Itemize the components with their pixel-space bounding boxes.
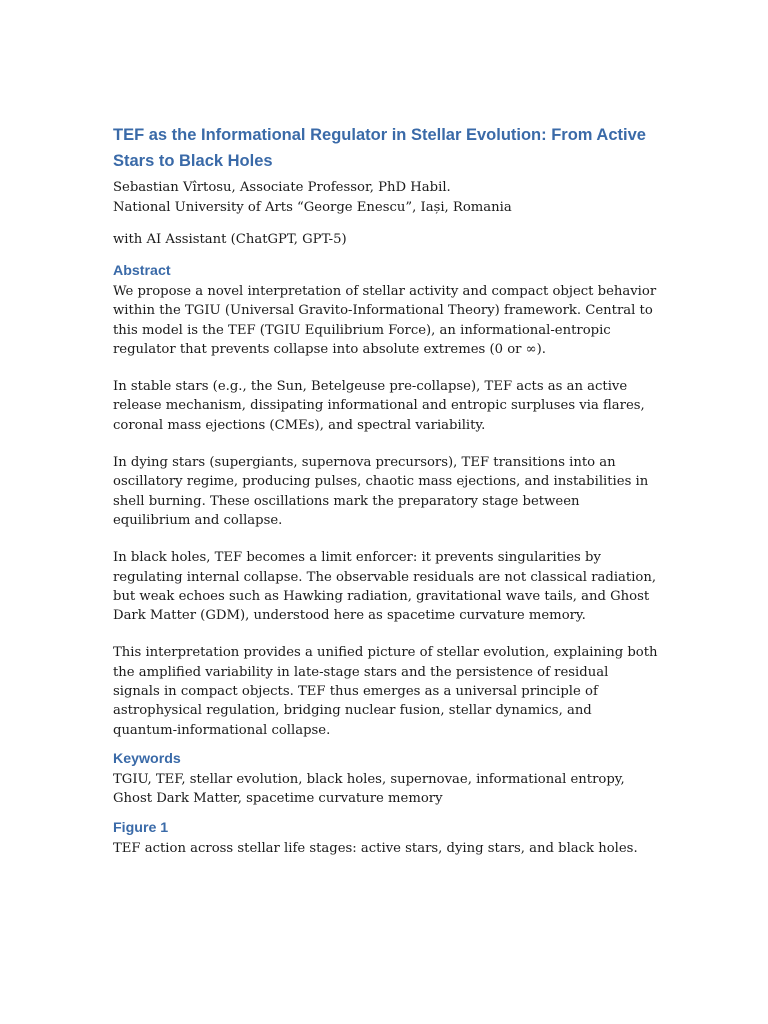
- abstract-section: [113, 262, 658, 740]
- figure-caption: TEF action across stellar life stages: active stars, dying stars, and black holes.: [113, 840, 638, 856]
- keywords-text: TGIU, TEF, stellar evolution, black holes, supernovae, informational entropy, Ghost Dark Matter, spacetime curvature memory: [113, 771, 625, 807]
- author-line: Sebastian Vîrtosu, Associate Professor, PhD Habil.: [113, 180, 451, 195]
- keywords-section: [113, 750, 658, 809]
- abstract-paragraph-1: We propose a novel interpretation of stellar activity and compact object behavior within the TGIU (Universal Gravito-Informational Theory) framework. Central to this model is the TEF (TGIU Equilibrium Force), an informational-entropic regulator that prevents collapse into absolute extremes (0 or ∞).: [113, 284, 657, 357]
- abstract-paragraph-5: This interpretation provides a unified picture of stellar evolution, explaining both the amplified variability in late-stage stars and the persistence of residual signals in compact objects. TEF thus emerges as a universal principle of astrophysical regulation, bridging nuclear fusion, stellar dynamics, and quantum-informational collapse.: [113, 645, 658, 738]
- abstract-paragraph-2: In stable stars (e.g., the Sun, Betelgeuse pre-collapse), TEF acts as an active release mechanism, dissipating informational and entropic surpluses via flares, coronal mass ejections (CMEs), and spectral variability.: [113, 379, 645, 433]
- abstract-heading: Abstract: [113, 263, 171, 279]
- figure-heading: Figure 1: [113, 819, 169, 836]
- paper-page: [113, 122, 658, 868]
- paper-title: TEF as the Informational Regulator in Stellar Evolution: From Active Stars to Black Holes: [113, 126, 646, 170]
- abstract-paragraph-4: In black holes, TEF becomes a limit enforcer: it prevents singularities by regulating internal collapse. The observable residuals are not classical radiation, but weak echoes such as Hawking radiation, gravitational wave tails, and Ghost Dark Matter (GDM), understood here as spacetime curvature memory.: [113, 550, 657, 624]
- assistant-credit: with AI Assistant (ChatGPT, GPT-5): [113, 232, 347, 247]
- keywords-heading: Keywords: [113, 750, 181, 767]
- abstract-paragraph-3: In dying stars (supergiants, supernova precursors), TEF transitions into an oscillatory regime, producing pulses, chaotic mass ejections, and instabilities in shell burning. These oscillations mark the preparatory stage between equilibrium and collapse.: [113, 455, 649, 528]
- affiliation-line: National University of Arts “George Enescu”, Iași, Romania: [113, 200, 512, 215]
- figure-section: [113, 819, 658, 858]
